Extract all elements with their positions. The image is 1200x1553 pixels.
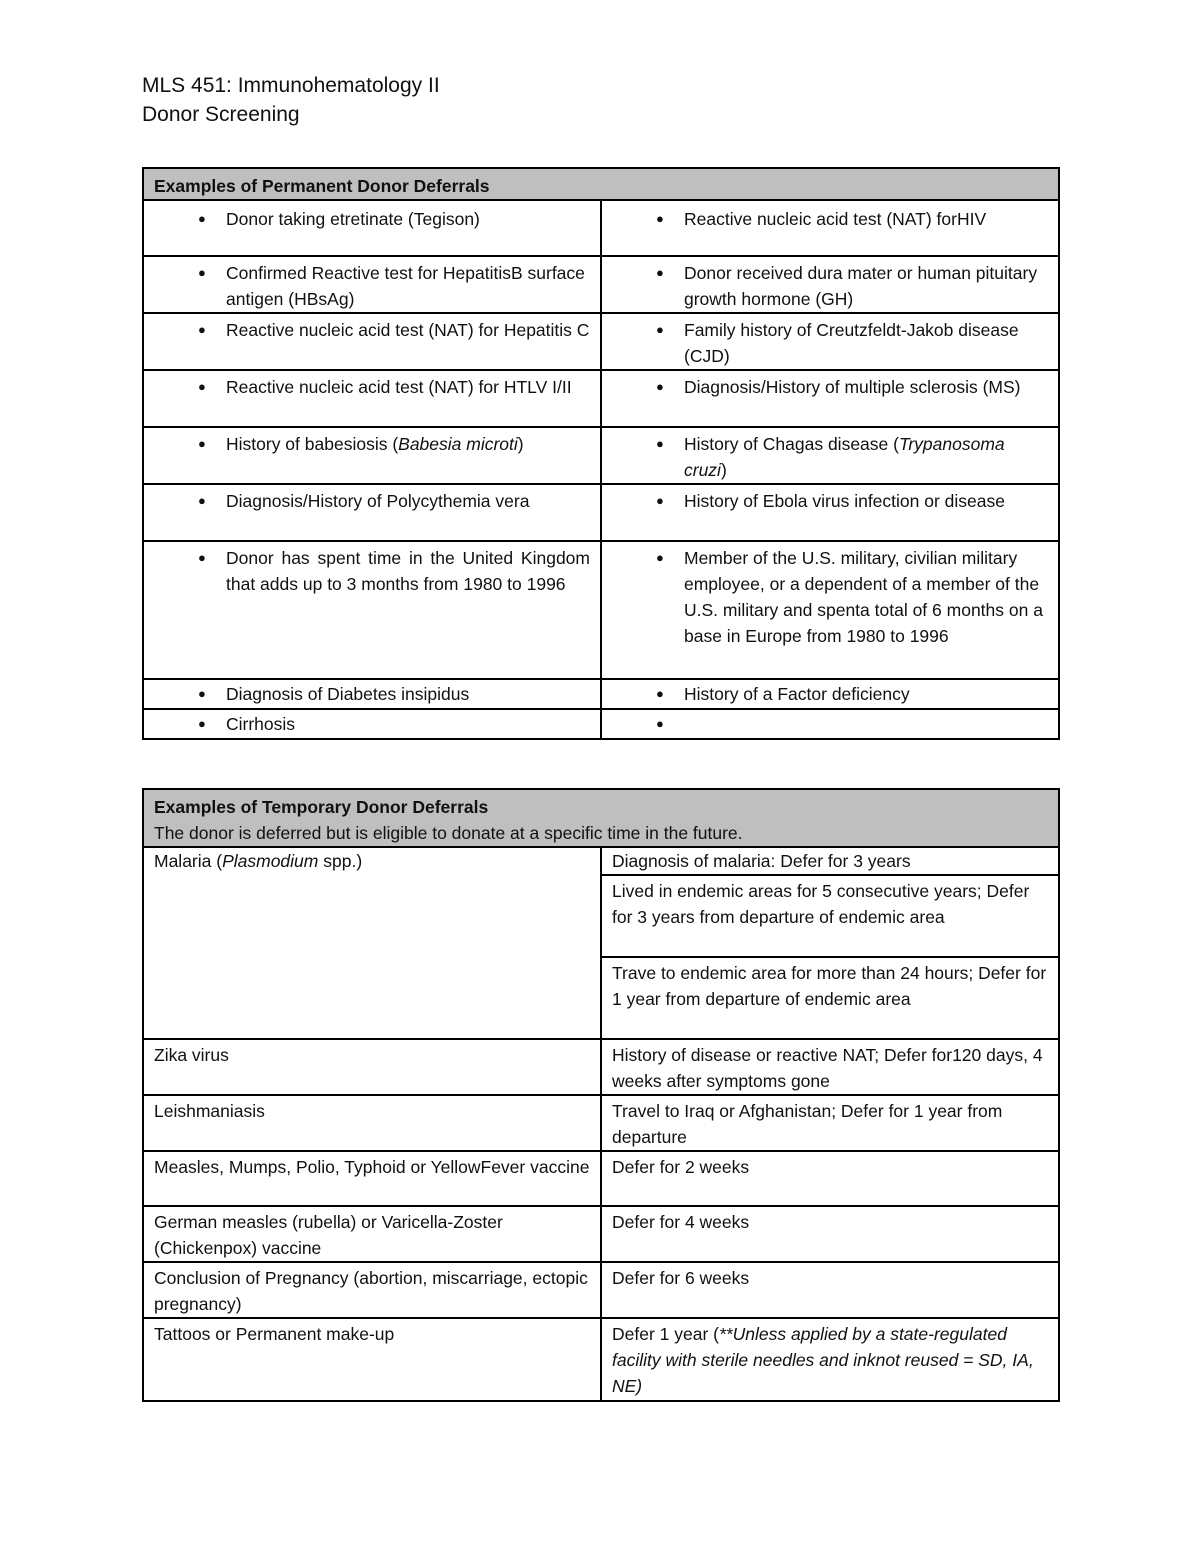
- document-subtitle: Donor Screening: [142, 103, 300, 126]
- table-cell: Conclusion of Pregnancy (abortion, miscarriage, ectopic pregnancy): [143, 1262, 601, 1318]
- list-item: ● Cirrhosis: [154, 711, 590, 737]
- table-cell: Zika virus: [143, 1039, 601, 1095]
- list-item: ● Donor has spent time in the United Kingdom that adds up to 3 months from 1980 to 1996: [154, 545, 590, 597]
- table-cell: Defer for 6 weeks: [601, 1262, 1059, 1318]
- temporary-deferrals-header: [143, 789, 1059, 847]
- list-item: ● Reactive nucleic acid test (NAT) for Hepatitis C: [154, 317, 590, 343]
- table-row: [143, 484, 1059, 541]
- table-row: [143, 1151, 1059, 1206]
- table-cell: Travel to Iraq or Afghanistan; Defer for 1 year from departure: [601, 1095, 1059, 1151]
- table-row: [143, 1039, 1059, 1095]
- list-item: ● History of a Factor deficiency: [612, 681, 1048, 707]
- table-header-row: [143, 789, 1059, 847]
- table-cell: Tattoos or Permanent make-up: [143, 1318, 601, 1401]
- table-cell: Lived in endemic areas for 5 consecutive years; Defer for 3 years from departure of endemic area: [601, 875, 1059, 957]
- temporary-deferrals-title: Examples of Temporary Donor Deferrals: [154, 797, 489, 817]
- list-item-chagas: ● History of Chagas disease (Trypanosoma cruzi): [612, 431, 1048, 483]
- list-item: ● Donor taking etretinate (Tegison): [154, 206, 590, 232]
- malaria-cell: Malaria (Plasmodium spp.): [143, 847, 601, 1039]
- table-row: [143, 1095, 1059, 1151]
- table-row: [143, 370, 1059, 427]
- list-item: ● Member of the U.S. military, civilian military employee, or a dependent of a member of the U.S. military and spenta total of 6 months on a base in Europe from 1980 to 1996: [612, 545, 1048, 649]
- temporary-deferrals-table: [142, 788, 1060, 1402]
- list-item: ● Diagnosis/History of multiple sclerosis (MS): [612, 374, 1048, 400]
- table-cell: History of disease or reactive NAT; Defer for120 days, 4 weeks after symptoms gone: [601, 1039, 1059, 1095]
- table-row: [143, 427, 1059, 484]
- list-item: ● History of Ebola virus infection or disease: [612, 488, 1048, 514]
- table-cell: Leishmaniasis: [143, 1095, 601, 1151]
- permanent-deferrals-header: Examples of Permanent Donor Deferrals: [143, 168, 1059, 200]
- table-row: [143, 256, 1059, 313]
- list-item: ● Diagnosis/History of Polycythemia vera: [154, 488, 590, 514]
- tattoo-deferral-cell: Defer 1 year (**Unless applied by a state-regulated facility with sterile needles and inknot reused = SD, IA, NE): [601, 1318, 1059, 1401]
- table-row: [143, 1262, 1059, 1318]
- table-cell: Defer for 4 weeks: [601, 1206, 1059, 1262]
- list-item: ● Family history of Creutzfeldt-Jakob disease (CJD): [612, 317, 1048, 369]
- table-cell: Trave to endemic area for more than 24 hours; Defer for 1 year from departure of endemic area: [601, 957, 1059, 1039]
- permanent-deferrals-table: [142, 167, 1060, 740]
- table-row: [143, 313, 1059, 370]
- table-cell: Measles, Mumps, Polio, Typhoid or YellowFever vaccine: [143, 1151, 601, 1206]
- list-item: ● Diagnosis of Diabetes insipidus: [154, 681, 590, 707]
- table-cell: Defer for 2 weeks: [601, 1151, 1059, 1206]
- list-item: ● Donor received dura mater or human pituitary growth hormone (GH): [612, 260, 1048, 312]
- table-row: [143, 709, 1059, 739]
- table-header-row: [143, 168, 1059, 200]
- temporary-deferrals-subtitle: The donor is deferred but is eligible to donate at a specific time in the future.: [154, 823, 743, 843]
- list-item: ● Reactive nucleic acid test (NAT) forHIV: [612, 206, 1048, 232]
- table-row: [143, 679, 1059, 709]
- table-row: [143, 1206, 1059, 1262]
- list-item: ● Reactive nucleic acid test (NAT) for HTLV I/II: [154, 374, 590, 400]
- list-item-babesiosis: ● History of babesiosis (Babesia microti): [154, 431, 590, 457]
- table-row: [143, 847, 1059, 875]
- document-title: MLS 451: Immunohematology II: [142, 74, 440, 97]
- table-row: [143, 541, 1059, 679]
- table-row: [143, 1318, 1059, 1401]
- table-cell: Diagnosis of malaria: Defer for 3 years: [601, 847, 1059, 875]
- table-row: [143, 200, 1059, 256]
- list-item: ● Confirmed Reactive test for HepatitisB surface antigen (HBsAg): [154, 260, 590, 312]
- table-cell: German measles (rubella) or Varicella-Zoster (Chickenpox) vaccine: [143, 1206, 601, 1262]
